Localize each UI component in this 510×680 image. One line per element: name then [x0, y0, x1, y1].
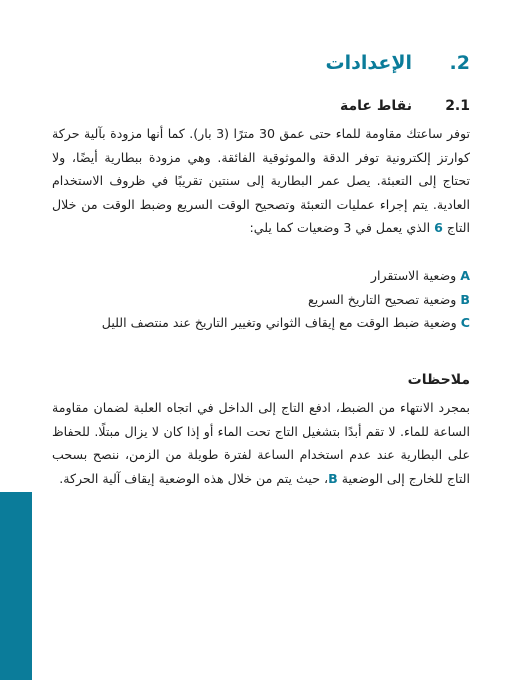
position-marker: A	[460, 268, 470, 283]
notes-heading: ملاحظات	[407, 372, 470, 388]
crown-positions-list	[52, 264, 470, 335]
position-text: وضعية تصحيح التاريخ السريع	[308, 291, 457, 307]
chapter-heading	[52, 52, 470, 82]
notes-text-part1: بمجرد الانتهاء من الضبط، ادفع التاج إلى الداخل في اتجاه العلبة لضمان مقاومة الساعة للماء. لا تقم أبدًا بتشغيل التاج تحت الماء أو إذا كان لا يزال مبتلًا. للحفاظ على البطارية عند عدم استخدام الساعة لفترة طويلة من الزمن، ننصح بسحب التاج للخارج إلى الوضعية	[52, 400, 470, 486]
notes-paragraph	[52, 396, 470, 490]
section-title: نقاط عامة	[340, 98, 412, 114]
section-number: 2.1	[445, 98, 470, 114]
crown-number: 6	[434, 220, 443, 236]
section-heading	[52, 98, 470, 120]
position-marker: B	[460, 291, 470, 307]
chapter-title: الإعدادات	[325, 52, 412, 74]
list-item	[52, 311, 470, 335]
side-color-tab	[0, 492, 32, 680]
list-item	[52, 288, 470, 312]
position-b-reference: B	[328, 470, 338, 486]
position-text: وضعية الاستقرار	[370, 268, 457, 283]
position-marker: C	[460, 315, 470, 331]
intro-paragraph	[52, 122, 470, 240]
intro-text-part2: الذي يعمل في 3 وضعيات كما يلي:	[249, 220, 435, 236]
notes-text-part2: ، حيث يتم من خلال هذه الوضعية إيقاف آلية الحركة.	[59, 470, 329, 486]
chapter-number: .2	[449, 52, 470, 74]
intro-text-part1: توفر ساعتك مقاومة للماء حتى عمق 30 مترًا (3 بار). كما أنها مزودة بآلية حركة كوارتز إلكترونية توفر الدقة والموثوقية الفائقة. وهي مزودة ببطارية أيضًا، ولا تحتاج إلى التعبئة. يصل عمر البطارية إلى سنتين تقريبًا في ظروف الاستخدام العادية. يتم إجراء عمليات التعبئة وتصحيح الوقت السريع وضبط الوقت من خلال التاج	[52, 126, 470, 236]
list-item	[52, 264, 470, 288]
position-text: وضعية ضبط الوقت مع إيقاف الثواني وتغيير التاريخ عند منتصف الليل	[101, 315, 457, 331]
